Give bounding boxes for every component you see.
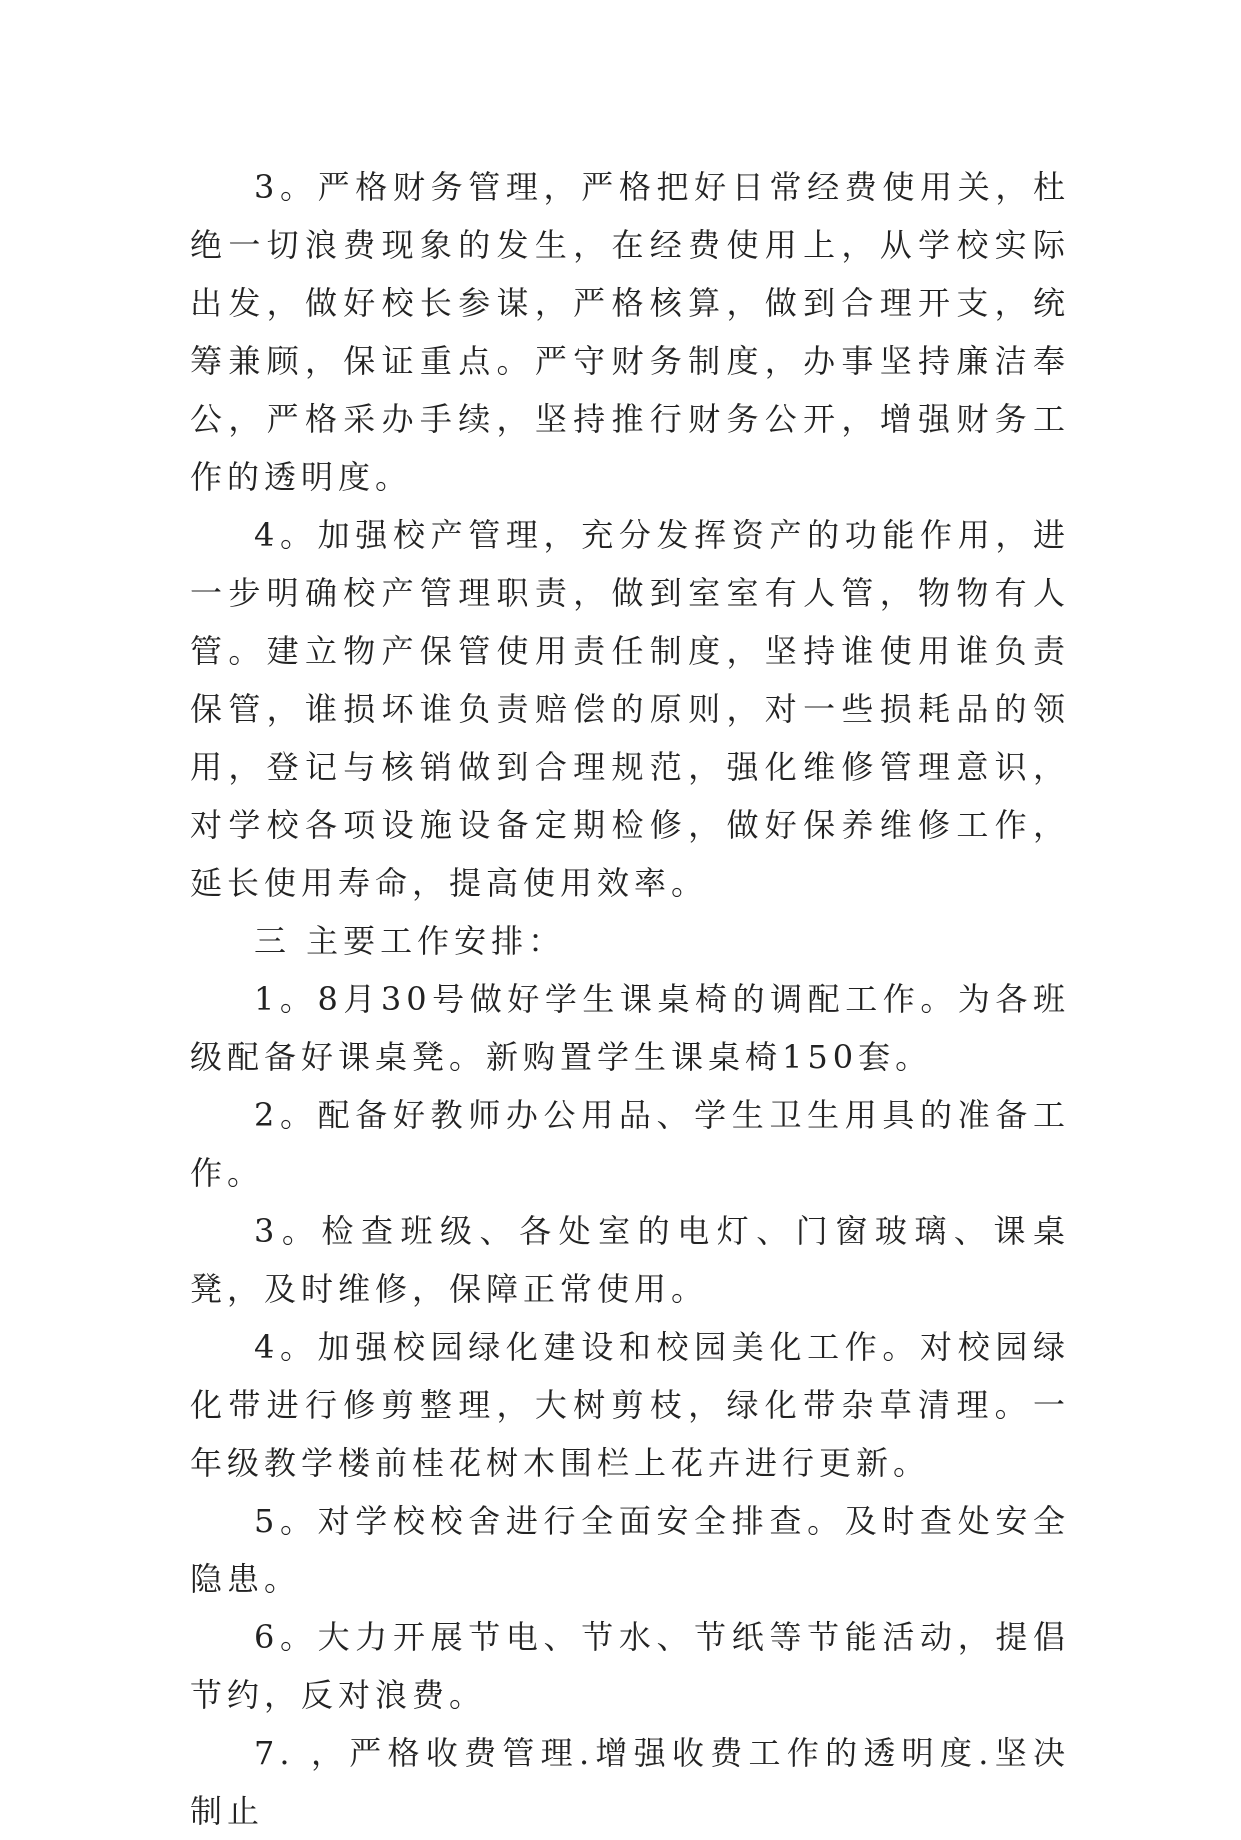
list-item-inspection-repair: 3。检查班级、各处室的电灯、门窗玻璃、课桌凳，及时维修，保障正常使用。 [190,1212,1070,1308]
document-body [190,158,1070,1840]
list-item-fee-management: 7. ，严格收费管理.增强收费工作的透明度.坚决制止 [190,1734,1070,1830]
list-item-desks-allocation: 1。8月30号做好学生课桌椅的调配工作。为各班级配备好课桌凳。新购置学生课桌椅150套。 [190,980,1070,1076]
section-heading-work-arrangements: 三 主要工作安排： [254,922,566,960]
list-item-campus-greening: 4。加强校园绿化建设和校园美化工作。对校园绿化带进行修剪整理，大树剪枝，绿化带杂草清理。一年级教学楼前桂花树木围栏上花卉进行更新。 [190,1328,1070,1482]
paragraph-asset-management: 4。加强校产管理，充分发挥资产的功能作用，进一步明确校产管理职责，做到室室有人管，物物有人管。建立物产保管使用责任制度，坚持谁使用谁负责保管，谁损坏谁负责赔偿的原则，对一些损耗品的领用，登记与核销做到合理规范，强化维修管理意识，对学校各项设施设备定期检修，做好保养维修工作，延长使用寿命，提高使用效率。 [190,516,1070,902]
list-item-office-supplies: 2。配备好教师办公用品、学生卫生用具的准备工作。 [190,1096,1070,1192]
paragraph-finance-management: 3。严格财务管理，严格把好日常经费使用关，杜绝一切浪费现象的发生，在经费使用上，从学校实际出发，做好校长参谋，严格核算，做到合理开支，统筹兼顾，保证重点。严守财务制度，办事坚持廉洁奉公，严格采办手续，坚持推行财务公开，增强财务工作的透明度。 [190,168,1070,496]
list-item-energy-saving: 6。大力开展节电、节水、节纸等节能活动，提倡节约，反对浪费。 [190,1618,1070,1714]
list-item-safety-check: 5。对学校校舍进行全面安全排查。及时查处安全隐患。 [190,1502,1070,1598]
